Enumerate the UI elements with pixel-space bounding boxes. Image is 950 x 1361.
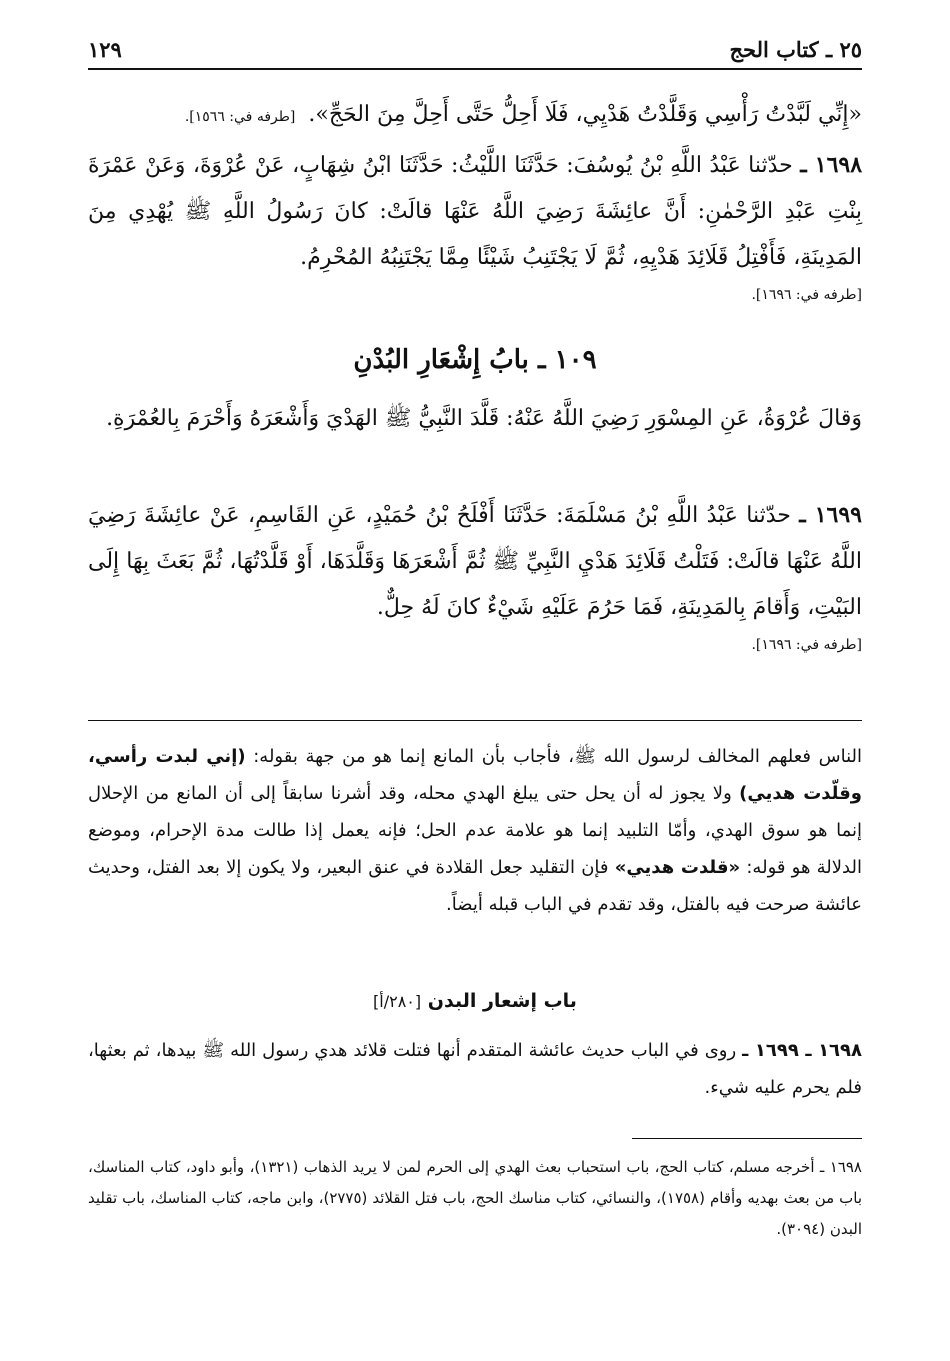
- section-divider: [88, 720, 862, 721]
- hadith-1697-ending: [88, 92, 862, 140]
- hadith-text: حدّثنا عَبْدُ اللَّهِ بْنُ مَسْلَمَةَ: حَدَّثَنَا أَفْلَحُ بْنُ حُمَيْدٍ، عَنِ القَاسِمِ، عَنْ عائِشَةَ رَضِيَ اللَّهُ عَنْهَا قالَتْ: فَتَلْتُ قَلَائِدَ هَدْيِ النَّبِيِّ ﷺ ثُمَّ أَشْعَرَهَا وَقَلَّدَهَا، أَوْ قَلَّدْتُهَا، ثُمَّ بَعَثَ بِهَا إِلَى البَيْتِ، وَأَقامَ بِالمَدِينَةِ، فَمَا حَرُمَ عَلَيْهِ شَيْءٌ كانَ لَهُ حِلٌّ.: [88, 503, 862, 620]
- hadith-text: حدّثنا عَبْدُ اللَّهِ بْنُ يُوسُفَ: حَدَّثَنَا اللَّيْثُ: حَدَّثَنَا ابْنُ شِهَابٍ، عَنْ عُرْوَةَ، وَعَنْ عَمْرَةَ بِنْتِ عَبْدِ الرَّحْمٰنِ: أَنَّ عائِشَةَ رَضِيَ اللَّهُ عَنْهَا قالَتْ: كانَ رَسُولُ اللَّهِ ﷺ يُهْدِي مِنَ المَدِينَةِ، فَأَفْتِلُ قَلَائِدَ هَدْيِهِ، ثُمَّ لَا يَجْتَنِبُ شَيْئًا مِمَّا يَجْتَنِبُهُ المُحْرِمُ.: [88, 153, 862, 270]
- commentary-text: الناس فعلهم المخالف لرسول الله ﷺ، فأجاب بأن المانع إنما هو من جهة بقوله:: [245, 746, 862, 767]
- commentary-paragraph: [88, 738, 862, 923]
- quoted-phrase: «قلدت هديي»: [614, 857, 741, 878]
- commentary-text: روى في الباب حديث عائشة المتقدم أنها فتلت قلائد هدي رسول الله ﷺ بيدها، ثم بعثها، فلم يحرم عليه شيء.: [88, 1040, 862, 1098]
- hadith-number: ١٦٩٨ ـ: [800, 152, 863, 178]
- cross-reference: [طرفه في: ١٥٦٦].: [184, 109, 296, 125]
- commentary-text: فإن التقليد جعل القلادة في عنق البعير، ولا يكون إلا بعد الفتل، وحديث عائشة صرحت فيه بالفتل، وقد تقدم في الباب قبله أيضاً.: [88, 857, 862, 915]
- quoted-phrase: (إني لبدت رأسي، وقلّدت هديي): [88, 746, 862, 804]
- footnote-divider: [632, 1138, 862, 1139]
- page-number: ١٢٩: [88, 37, 122, 62]
- page-header: [88, 30, 862, 70]
- hadith-number: ١٦٩٩ ـ: [799, 502, 862, 528]
- book-title: ٢٥ ـ كتاب الحج: [729, 37, 862, 62]
- commentary-text: ولا يجوز له أن يحل حتى يبلغ الهدي محله، وقد أشرنا سابقاً إلى أن المانع من الإحلال إنما هو سوق الهدي، وأمّا التلبيد إنما هو علامة عدم الحل؛ فإنه يعمل إذا طالت مدة الإحرام، وموضع الدلالة هو قوله:: [88, 783, 862, 878]
- cross-reference: [طرفه في: ١٦٩٦].: [751, 287, 862, 303]
- commentary-paragraph-2: [88, 1032, 862, 1106]
- manuscript-folio: [٢٨٠/أ]: [373, 992, 422, 1011]
- hadith-text: «إِنِّي لَبَّدْتُ رَأْسِي وَقَلَّدْتُ هَدْيِي، فَلَا أَحِلُّ حَتَّى أَحِلَّ مِنَ الحَجِّ».: [308, 102, 862, 127]
- hadith-number: ١٦٩٨ ـ ١٦٩٩ ـ: [742, 1040, 863, 1061]
- footnote: ١٦٩٨ ـ أخرجه مسلم، كتاب الحج، باب استحباب بعث الهدي إلى الحرم لمن لا يريد الذهاب (١٣٢١)، وأبو داود، كتاب المناسك، باب من بعث بهديه وأقام (١٧٥٨)، والنسائي، كتاب مناسك الحج، باب فتل القلائد (٢٧٧٥)، وابن ماجه، كتاب المناسك، باب تقليد البدن (٣٠٩٤).: [88, 1158, 863, 1238]
- chapter-title: ١٠٩ ـ بابُ إِشْعَارِ البُدْنِ: [353, 345, 597, 375]
- commentary-subheading: [88, 990, 862, 1012]
- chapter-introduction: وَقالَ عُرْوَةُ، عَنِ المِسْوَرِ رَضِيَ اللَّهُ عَنْهُ: قَلَّدَ النَّبِيُّ ﷺ الهَدْيَ وَأَشْعَرَهُ وَأَحْرَمَ بِالعُمْرَةِ.: [106, 406, 862, 431]
- hadith-1699: [88, 492, 862, 659]
- subheading-text: باب إشعار البدن: [427, 990, 577, 1012]
- hadith-1698: [88, 142, 862, 309]
- cross-reference: [طرفه في: ١٦٩٦].: [751, 637, 862, 653]
